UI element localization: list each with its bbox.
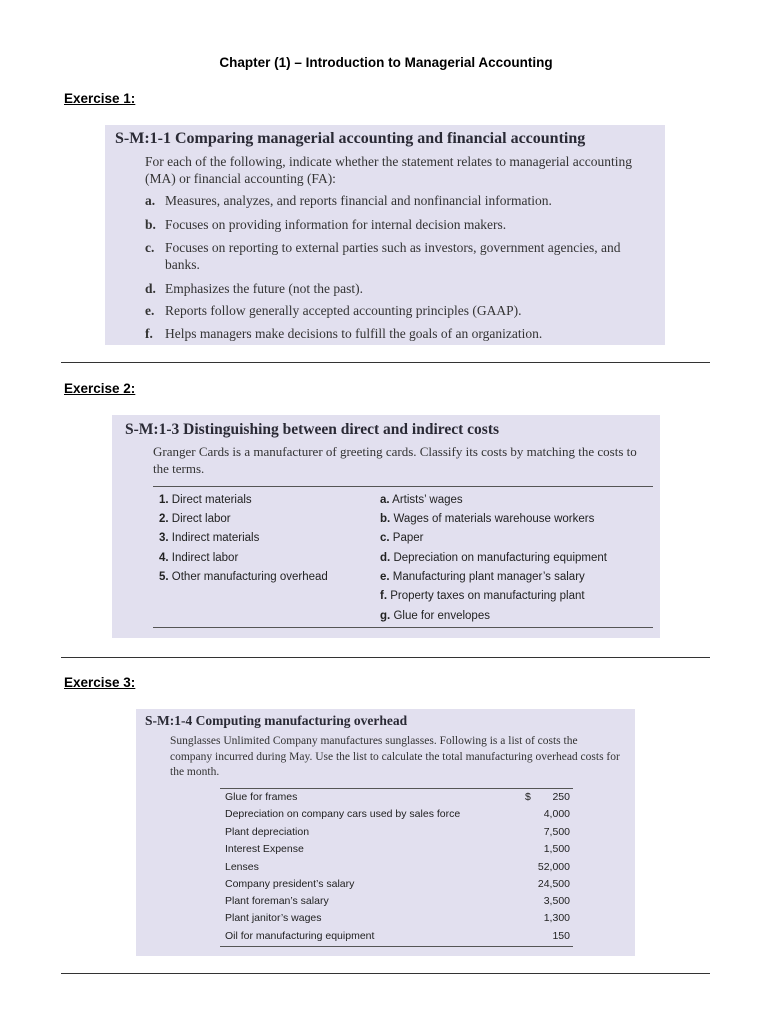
exercise-2-box [112,415,660,638]
list-item: a. Measures, analyzes, and reports financial and nonfinancial information. [145,193,552,208]
term-item: 3. Indirect materials [159,532,260,544]
exercise-1-label: Exercise 1: [64,91,136,106]
table-row: Plant janitor’s wages 1,300 [225,912,570,924]
exercise-3-label: Exercise 3: [64,675,136,690]
table-row: Plant foreman’s salary 3,500 [225,895,570,907]
term-item: 4. Indirect labor [159,552,239,564]
table-row: Company president’s salary 24,500 [225,878,570,890]
exercise-1-code: S-M:1-1 [115,130,171,147]
list-item: f. Helps managers make decisions to fulfill the goals of an organization. [145,326,543,341]
exercise-1-box [105,125,665,345]
section-divider [61,362,710,363]
cost-item: a. Artists’ wages [380,494,463,506]
cost-item: e. Manufacturing plant manager’s salary [380,571,585,583]
list-item: d. Emphasizes the future (not the past). [145,281,363,296]
table-row: Interest Expense 1,500 [225,843,570,855]
term-item: 2. Direct labor [159,513,231,525]
term-item: 1. Direct materials [159,494,252,506]
exercise-3-intro: Sunglasses Unlimited Company manufactures sunglasses. Following is a list of costs the company incurred during May. Use the list to calculate the total manufacturing overhead costs for the month. [170,735,620,778]
table-bottom-rule [220,946,573,947]
page-title: Chapter (1) – Introduction to Managerial Accounting [219,55,553,70]
section-divider [61,973,710,974]
list-item: e. Reports follow generally accepted accounting principles (GAAP). [145,303,522,318]
cost-item: d. Depreciation on manufacturing equipment [380,552,607,564]
exercise-3-box [136,709,635,956]
exercise-3-heading [145,713,407,729]
exercise-3-code: S-M:1-4 [145,713,193,728]
exercise-2-intro: Granger Cards is a manufacturer of greeting cards. Classify its costs by matching the costs to the terms. [153,444,637,476]
table-row: Oil for manufacturing equipment 150 [225,930,570,942]
exercise-2-heading [125,421,499,439]
cost-item: b. Wages of materials warehouse workers [380,513,595,525]
table-top-rule [153,486,653,487]
exercise-2-title: Distinguishing between direct and indirect costs [183,421,500,438]
list-item: b. Focuses on providing information for internal decision makers. [145,217,507,232]
exercise-1-intro: For each of the following, indicate whether the statement relates to managerial accounting (MA) or financial accounting (FA): [145,154,632,186]
table-row: Depreciation on company cars used by sales force 4,000 [225,808,570,820]
cost-item: f. Property taxes on manufacturing plant [380,590,585,602]
section-divider [61,657,710,658]
table-row: Lenses 52,000 [225,861,570,873]
exercise-2-label: Exercise 2: [64,381,136,396]
table-bottom-rule [153,627,653,628]
exercise-1-heading [115,130,585,148]
cost-item: c. Paper [380,532,424,544]
term-item: 5. Other manufacturing overhead [159,571,328,583]
cost-item: g. Glue for envelopes [380,610,490,622]
exercise-2-code: S-M:1-3 [125,421,180,438]
list-item: c. Focuses on reporting to external parties such as investors, government agencies, and banks. [145,240,621,272]
table-row: Glue for frames $ 250 [225,791,570,803]
exercise-1-title: Comparing managerial accounting and financial accounting [174,130,586,147]
table-row: Plant depreciation 7,500 [225,826,570,838]
exercise-3-title: Computing manufacturing overhead [195,713,408,728]
